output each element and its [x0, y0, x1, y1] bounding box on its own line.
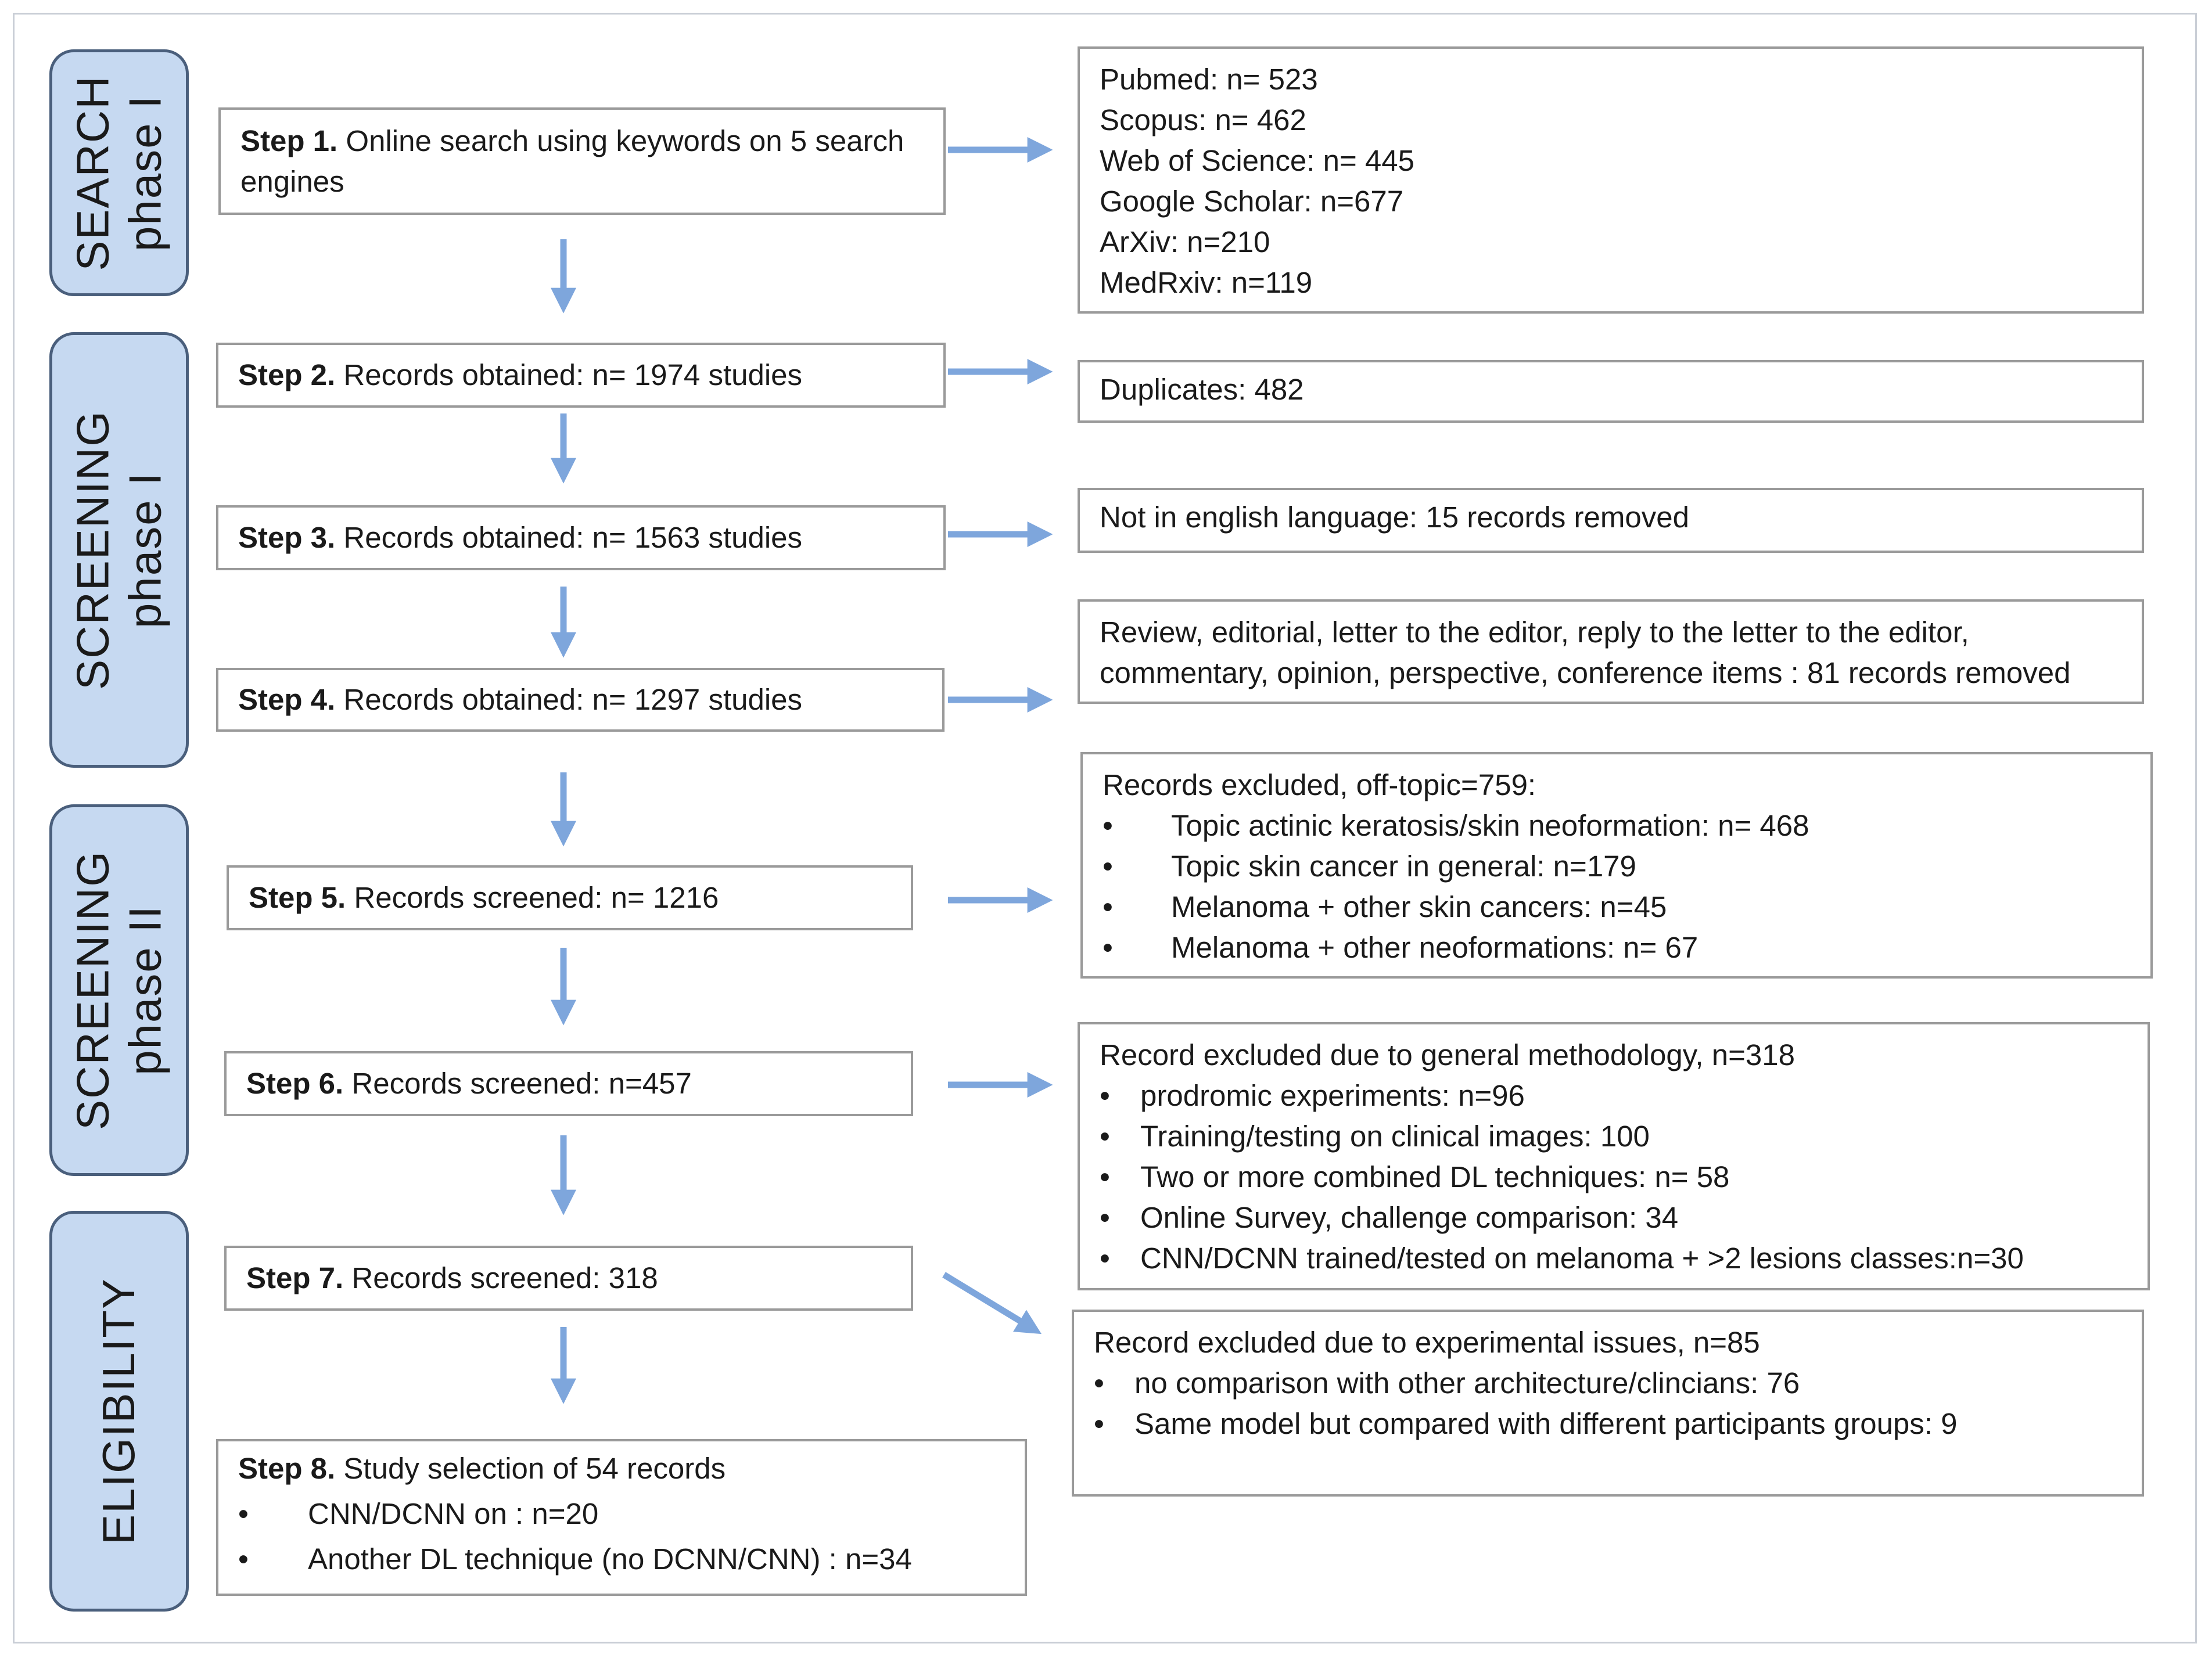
step-7-box: Step 7. Records screened: 318 — [224, 1246, 913, 1311]
phase-screening-1-label: SCREENING phase I — [67, 410, 170, 690]
list-item: • CNN/DCNN on : n=20 — [238, 1497, 599, 1530]
list-item: • Two or more combined DL techniques: n= 58 — [1100, 1160, 1730, 1193]
step-8-box: Step 8. Study selection of 54 records • CNN/DCNN on : n=20 • Another DL technique (no DCNN/CNN) : n=34 — [216, 1439, 1027, 1596]
search-results-box: Pubmed: n= 523 Scopus: n= 462 Web of Science: n= 445 Google Scholar: n=677 ArXiv: n=210 MedRxiv: n=119 — [1078, 46, 2144, 314]
step-1-box: Step 1. Online search using keywords on 5 search engines — [218, 107, 946, 215]
not-english-box: Not in english language: 15 records removed — [1078, 488, 2144, 553]
list-item: • no comparison with other architecture/clincians: 76 — [1094, 1366, 1800, 1400]
step-4-box: Step 4. Records obtained: n= 1297 studies — [216, 668, 945, 732]
list-item: • Topic actinic keratosis/skin neoformation: n= 468 — [1103, 809, 1809, 842]
list-item: • Melanoma + other neoformations: n= 67 — [1103, 931, 1699, 964]
arrow-diag-7 — [944, 1275, 1033, 1329]
list-item: • Same model but compared with different participants groups: 9 — [1094, 1407, 1958, 1440]
list-item: • CNN/DCNN trained/tested on melanoma + >2 lesions classes:n=30 — [1100, 1242, 2024, 1275]
phase-search-label: SEARCH phase I — [67, 74, 170, 271]
methodology-excluded-box: Record excluded due to general methodology, n=318 • prodromic experiments: n=96 • Training/testing on clinical images: 100 • Two or more combined DL techniques: n= 58 • Online Survey, challenge comparison: 34 • CNN/DCNN trained/tested on melanoma + >2 lesions classes:n=30 — [1078, 1022, 2150, 1290]
review-excluded-box: Review, editorial, letter to the editor, reply to the letter to the editor, commentary, opinion, perspective, conference items : 81 records removed — [1078, 599, 2144, 704]
list-item: • Training/testing on clinical images: 100 — [1100, 1120, 1650, 1153]
step-2-box: Step 2. Records obtained: n= 1974 studies — [216, 343, 946, 408]
list-item: • Topic skin cancer in general: n=179 — [1103, 850, 1636, 883]
list-item: • Another DL technique (no DCNN/CNN) : n=34 — [238, 1542, 912, 1576]
phase-eligibility-label: ELIGIBILITY — [93, 1278, 145, 1545]
duplicates-box: Duplicates: 482 — [1078, 360, 2144, 423]
list-item: • prodromic experiments: n=96 — [1100, 1079, 1525, 1112]
step-5-box: Step 5. Records screened: n= 1216 — [227, 865, 913, 930]
experimental-excluded-box: Record excluded due to experimental issues, n=85 • no comparison with other architecture/clincians: 76 • Same model but compared with different participants groups: 9 — [1072, 1310, 2144, 1497]
offtopic-excluded-box: Records excluded, off-topic=759: • Topic actinic keratosis/skin neoformation: n= 468 • Topic skin cancer in general: n=179 • Melanoma + other skin cancers: n=45 • Melanoma + other neoformations: n= 67 — [1080, 752, 2153, 979]
step-3-box: Step 3. Records obtained: n= 1563 studies — [216, 505, 946, 570]
list-item: • Melanoma + other skin cancers: n=45 — [1103, 890, 1667, 923]
phase-screening-2-label: SCREENING phase II — [67, 850, 170, 1130]
list-item: • Online Survey, challenge comparison: 34 — [1100, 1201, 1679, 1234]
step-6-box: Step 6. Records screened: n=457 — [224, 1051, 913, 1116]
